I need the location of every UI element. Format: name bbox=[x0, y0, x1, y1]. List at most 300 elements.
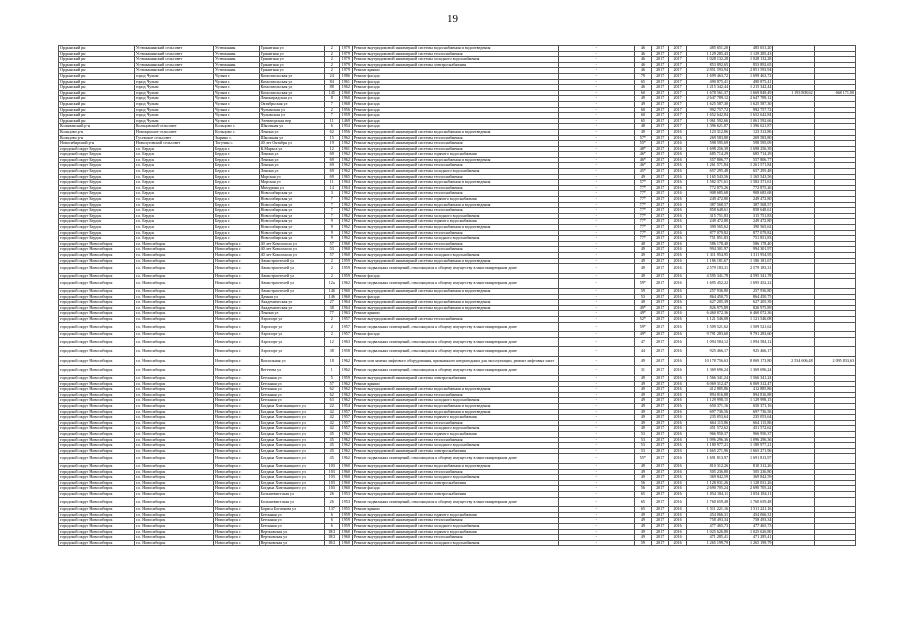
cell-cost_regional: 454 066,31 bbox=[730, 512, 773, 518]
cell-settlement: Новосибирск г. bbox=[214, 529, 260, 535]
cell-dash: - bbox=[558, 392, 634, 398]
cell-district: городской округ Новосибирск bbox=[59, 486, 135, 492]
cell-year_to: 2016 bbox=[669, 475, 686, 481]
cell-dash: - bbox=[558, 491, 634, 497]
cell-num: 46 bbox=[634, 57, 651, 63]
cell-dash: - bbox=[558, 366, 634, 376]
cell-cost_total: 1 028 132,28 bbox=[686, 57, 729, 63]
cell-dash: - bbox=[558, 337, 634, 347]
cell-cost_total: 751 851,83 bbox=[686, 236, 729, 242]
cell-house: 9 bbox=[324, 219, 339, 225]
cell-work: Ремонт внутридомовой инженерной системы холодного водоснабжения bbox=[352, 252, 558, 258]
cell-settlement_type: г.о. Бердск bbox=[134, 197, 213, 203]
cell-street: Бетонная ул bbox=[259, 518, 324, 524]
cell-settlement_type: г.о. Новосибирск bbox=[134, 316, 213, 322]
cell-year_from: 2017 bbox=[652, 448, 669, 454]
cell-settlement: Чулым г. bbox=[214, 73, 260, 79]
cell-year: 1957 bbox=[339, 322, 352, 332]
cell-street: Новосибирская ул bbox=[259, 202, 324, 208]
cell-year: 1962 bbox=[339, 398, 352, 404]
cell-year_from: 2017 bbox=[652, 169, 669, 175]
cell-dash: - bbox=[558, 141, 634, 147]
cell-settlement: Бердск г. bbox=[214, 236, 260, 242]
cell-house: 42 bbox=[324, 415, 339, 421]
cell-cost_total: 1 129 285,43 bbox=[686, 51, 729, 57]
cell-settlement_type: г.о. Новосибирск bbox=[134, 469, 213, 475]
cell-settlement_type: г.о. Новосибирск bbox=[134, 463, 213, 469]
cell-cost_total: 1 509 521,62 bbox=[686, 322, 729, 332]
table-row bbox=[59, 454, 856, 464]
cell-settlement: Новосибирск г. bbox=[214, 432, 260, 438]
cell-year: 1957 bbox=[339, 420, 352, 426]
cell-settlement: Бердск г. bbox=[214, 202, 260, 208]
cell-cost_total: 1 165 543,56 bbox=[686, 174, 729, 180]
cell-street: Авиастроителей ул bbox=[259, 288, 324, 294]
cell-street: Гранитная ул bbox=[259, 68, 324, 74]
cell-settlement: Чулым г. bbox=[214, 85, 260, 91]
cell-year_from: 2017 bbox=[652, 208, 669, 214]
cell-house: 2 bbox=[324, 258, 339, 264]
cell-street: Бетонная ул bbox=[259, 392, 324, 398]
cell-settlement: Новосибирск г. bbox=[214, 454, 260, 464]
cell-work: Ремонт внутридомовой инженерной системы теплоснабжения bbox=[352, 420, 558, 426]
cell-settlement_type: г.о. Новосибирск bbox=[134, 392, 213, 398]
cell-year_to: 2016 bbox=[669, 241, 686, 247]
cell-extra1: 1 193 808,62 bbox=[773, 90, 814, 96]
cell-dash: - bbox=[558, 322, 634, 332]
cell-house: 69 bbox=[324, 157, 339, 163]
cell-dash: - bbox=[558, 305, 634, 311]
cell-year_to: 2016 bbox=[669, 415, 686, 421]
cell-settlement: Новосибирск г. bbox=[214, 523, 260, 529]
cell-year: 1962 bbox=[339, 230, 352, 236]
cell-cost_total: 966 950,37 bbox=[686, 432, 729, 438]
cell-cost_regional: 477 465,73 bbox=[730, 523, 773, 529]
cell-cost_regional: 1 511 221,16 bbox=[730, 507, 773, 513]
cell-year_to: 2017 bbox=[669, 57, 686, 63]
cell-cost_regional: 966 950,37 bbox=[730, 432, 773, 438]
cell-district: городской округ Новосибирск bbox=[59, 469, 135, 475]
cell-year_from: 2017 bbox=[652, 443, 669, 449]
cell-work: Ремонт подвальных помещений, относящихся к общему имуществу в многоквартирном доме bbox=[352, 279, 558, 289]
cell-dash: - bbox=[558, 197, 634, 203]
cell-cost_total: 477 465,73 bbox=[686, 523, 729, 529]
cell-year_to: 2016 bbox=[669, 392, 686, 398]
cell-cost_regional: 627 205,39 bbox=[730, 300, 773, 306]
cell-street: Новосибирская ул bbox=[259, 213, 324, 219]
cell-cost_total: 6 460 072,36 bbox=[686, 311, 729, 317]
cell-year_to: 2016 bbox=[669, 356, 686, 366]
cell-num: 77* bbox=[634, 191, 651, 197]
cell-settlement_type: г.о. Новосибирск bbox=[134, 387, 213, 393]
cell-settlement: Новосибирск г. bbox=[214, 426, 260, 432]
cell-house: 38 bbox=[324, 347, 339, 357]
cell-street: Бетонная ул bbox=[259, 398, 324, 404]
cell-settlement: Бердск г. bbox=[214, 180, 260, 186]
cell-year_from: 2017 bbox=[652, 90, 669, 96]
cell-cost_total: 810 312,26 bbox=[686, 463, 729, 469]
cell-year_to: 2016 bbox=[669, 236, 686, 242]
cell-settlement_type: город Чулым bbox=[134, 96, 213, 102]
cell-num: 44 bbox=[634, 347, 651, 357]
cell-street: Дачная ул bbox=[259, 294, 324, 300]
cell-year: 1956 bbox=[339, 129, 352, 135]
cell-year_to: 2016 bbox=[669, 157, 686, 163]
cell-district: городской округ Новосибирск bbox=[59, 437, 135, 443]
cell-settlement_type: г.о. Бердск bbox=[134, 174, 213, 180]
cell-year: 1960 bbox=[339, 469, 352, 475]
cell-street: Вертковская ул bbox=[259, 529, 324, 535]
cell-year_from: 2017 bbox=[652, 332, 669, 338]
cell-year_from: 2017 bbox=[652, 288, 669, 294]
cell-district: городской округ Бердск bbox=[59, 225, 135, 231]
cell-year_to: 2016 bbox=[669, 174, 686, 180]
cell-year: 1960 bbox=[339, 486, 352, 492]
cell-district: городской округ Новосибирск bbox=[59, 273, 135, 279]
cell-district: Ордынский рн bbox=[59, 46, 135, 52]
cell-settlement_type: г.о. Новосибирск bbox=[134, 404, 213, 410]
cell-settlement: Новосибирск г. bbox=[214, 392, 260, 398]
cell-cost_total: 992 757,72 bbox=[686, 107, 729, 113]
cell-district: Ордынский рн bbox=[59, 51, 135, 57]
cell-settlement: Новосибирск г. bbox=[214, 475, 260, 481]
cell-street: Авиастроителей ул bbox=[259, 279, 324, 289]
cell-house: 145 bbox=[324, 90, 339, 96]
cell-year: 1962 bbox=[339, 213, 352, 219]
cell-dash: - bbox=[558, 213, 634, 219]
cell-year: 1959 bbox=[339, 258, 352, 264]
cell-house: 7 bbox=[324, 208, 339, 214]
cell-house: 88 bbox=[324, 85, 339, 91]
cell-settlement_type: г.о. Новосибирск bbox=[134, 480, 213, 486]
cell-cost_total: 454 066,31 bbox=[686, 512, 729, 518]
cell-settlement: Кольцово с. bbox=[214, 129, 260, 135]
cell-dash: - bbox=[558, 356, 634, 366]
cell-dash: - bbox=[558, 486, 634, 492]
cell-cost_total: 9 791 283,60 bbox=[686, 332, 729, 338]
cell-cost_regional: 390 565,62 bbox=[730, 225, 773, 231]
cell-house: 2 bbox=[324, 322, 339, 332]
cell-year_to: 2017 bbox=[669, 62, 686, 68]
cell-cost_regional: 1 652 642,84 bbox=[730, 113, 773, 119]
cell-settlement: Бердск г. bbox=[214, 146, 260, 152]
cell-work: Ремонт крыши bbox=[352, 68, 558, 74]
cell-settlement_type: г.о. Новосибирск bbox=[134, 518, 213, 524]
cell-district: городской округ Бердск bbox=[59, 197, 135, 203]
cell-work: Ремонт внутридомовой инженерной системы холодного водоснабжения bbox=[352, 169, 558, 175]
cell-cost_total: 1 760 659,48 bbox=[686, 497, 729, 507]
cell-district: Колыванский р-н bbox=[59, 124, 135, 130]
cell-house: 103 bbox=[324, 463, 339, 469]
cell-year_from: 2017 bbox=[652, 62, 669, 68]
cell-work: Ремонт внутридомовой инженерной системы теплоснабжения bbox=[352, 174, 558, 180]
cell-num: 49 bbox=[634, 252, 651, 258]
cell-settlement_type: г.о. Новосибирск bbox=[134, 454, 213, 464]
cell-num: 49 bbox=[634, 463, 651, 469]
cell-settlement_type: Устюжанинский сельсовет bbox=[134, 68, 213, 74]
cell-year_to: 2016 bbox=[669, 409, 686, 415]
cell-cost_total: 235 053,64 bbox=[686, 415, 729, 421]
cell-cost_regional: 1 129 998,15 bbox=[730, 398, 773, 404]
cell-year: 1962 bbox=[339, 236, 352, 242]
cell-year: 1962 bbox=[339, 219, 352, 225]
cell-year_to: 2016 bbox=[669, 420, 686, 426]
cell-street: Богдана Хмельницкого ул bbox=[259, 486, 324, 492]
cell-year_from: 2017 bbox=[652, 57, 669, 63]
cell-extra2 bbox=[814, 347, 855, 357]
cell-year_from: 2017 bbox=[652, 279, 669, 289]
cell-year_to: 2016 bbox=[669, 219, 686, 225]
cell-year_to: 2017 bbox=[669, 101, 686, 107]
cell-work: Ремонт внутридомовой инженерной системы теплоснабжения bbox=[352, 230, 558, 236]
cell-year: 1960 bbox=[339, 540, 352, 546]
cell-house: 45 bbox=[324, 443, 339, 449]
cell-cost_regional: 1 054 184,11 bbox=[730, 491, 773, 497]
cell-settlement: Новосибирск г. bbox=[214, 486, 260, 492]
table-row bbox=[59, 540, 856, 546]
cell-cost_total: 1 096 296,36 bbox=[686, 437, 729, 443]
cell-work: Ремонт фасада bbox=[352, 107, 558, 113]
cell-num: 77* bbox=[634, 185, 651, 191]
cell-street: Ленина ул bbox=[259, 169, 324, 175]
cell-year_to: 2016 bbox=[669, 381, 686, 387]
cell-street: 40 лет Комсомола ул bbox=[259, 241, 324, 247]
cell-settlement: Новосибирск г. bbox=[214, 288, 260, 294]
cell-year_from: 2017 bbox=[652, 141, 669, 147]
cell-work: Ремонт внутридомовой инженерной системы холодного водоснабжения bbox=[352, 398, 558, 404]
cell-house: 42 bbox=[324, 426, 339, 432]
cell-dash: - bbox=[558, 463, 634, 469]
cell-work: Ремонт фасада bbox=[352, 486, 558, 492]
cell-num: 49 bbox=[634, 381, 651, 387]
cell-house: 137 bbox=[324, 507, 339, 513]
cell-year_from: 2017 bbox=[652, 273, 669, 279]
cell-cost_total: 1 129 998,15 bbox=[686, 398, 729, 404]
cell-year_to: 2016 bbox=[669, 512, 686, 518]
cell-district: Кольцово р-н bbox=[59, 135, 135, 141]
cell-extra1: 2 534 606,48 bbox=[773, 356, 814, 366]
cell-year_from: 2017 bbox=[652, 518, 669, 524]
cell-num: 49 bbox=[634, 398, 651, 404]
cell-district: городской округ Новосибирск bbox=[59, 512, 135, 518]
cell-cost_regional: 586 178,40 bbox=[730, 241, 773, 247]
cell-cost_regional: 4 595 341,78 bbox=[730, 273, 773, 279]
cell-year: 1962 bbox=[339, 448, 352, 454]
cell-num: 53 bbox=[634, 448, 651, 454]
cell-house: 1 bbox=[324, 366, 339, 376]
cell-street: Богдана Хмельницкого ул bbox=[259, 448, 324, 454]
cell-year_from: 2017 bbox=[652, 51, 669, 57]
cell-num: 46 bbox=[634, 62, 651, 68]
cell-cost_total: 1 665 271,96 bbox=[686, 448, 729, 454]
cell-settlement_type: г.о. Новосибирск bbox=[134, 279, 213, 289]
cell-year_to: 2016 bbox=[669, 185, 686, 191]
cell-street: Бетонная ул bbox=[259, 387, 324, 393]
cell-street: Авиастроителей ул bbox=[259, 264, 324, 274]
cell-district: Ордынский рн bbox=[59, 68, 135, 74]
cell-settlement: Бердск г. bbox=[214, 157, 260, 163]
cell-num: 49 bbox=[634, 518, 651, 524]
cell-cost_regional: 810 312,26 bbox=[730, 463, 773, 469]
cell-settlement: Зырино с. bbox=[214, 135, 260, 141]
cell-district: городской округ Бердск bbox=[59, 236, 135, 242]
cell-cost_total: 1 180 977,21 bbox=[686, 443, 729, 449]
cell-extra2 bbox=[814, 279, 855, 289]
cell-house: 2 bbox=[324, 107, 339, 113]
cell-dash: - bbox=[558, 279, 634, 289]
cell-street: Богдана Хмельницкого ул bbox=[259, 443, 324, 449]
cell-settlement_type: город Чулым bbox=[134, 90, 213, 96]
cell-settlement_type: г.о. Новосибирск bbox=[134, 288, 213, 294]
cell-year_from: 2017 bbox=[652, 197, 669, 203]
cell-year: 1957 bbox=[339, 332, 352, 338]
cell-year_from: 2017 bbox=[652, 454, 669, 464]
cell-work: Ремонт внутридомовой инженерной системы электроснабжения bbox=[352, 480, 558, 486]
cell-district: городской округ Новосибирск bbox=[59, 264, 135, 274]
cell-dash: - bbox=[558, 523, 634, 529]
cell-num: 31 bbox=[634, 366, 651, 376]
cell-extra2 bbox=[814, 337, 855, 347]
cell-street: Чулымская ул bbox=[259, 113, 324, 119]
cell-house: 63 bbox=[324, 398, 339, 404]
cell-house: 12 bbox=[324, 146, 339, 152]
cell-extra1 bbox=[773, 347, 814, 357]
cell-house: 103 bbox=[324, 475, 339, 481]
cell-dash: - bbox=[558, 443, 634, 449]
cell-cost_total: 598 595,69 bbox=[686, 141, 729, 147]
cell-house: 2 bbox=[324, 332, 339, 338]
cell-year_to: 2017 bbox=[669, 90, 686, 96]
cell-cost_total: 1 186 181,67 bbox=[686, 258, 729, 264]
cell-settlement_type: г.о. Новосибирск bbox=[134, 300, 213, 306]
cell-street: Морская ул bbox=[259, 180, 324, 186]
cell-cost_regional: 1 096 296,36 bbox=[730, 437, 773, 443]
cell-year: 1962 bbox=[339, 387, 352, 393]
cell-year_from: 2017 bbox=[652, 398, 669, 404]
cell-house: 69 bbox=[324, 174, 339, 180]
cell-settlement_type: г.о. Бердск bbox=[134, 185, 213, 191]
cell-year_to: 2016 bbox=[669, 529, 686, 535]
cell-year: 1962 bbox=[339, 443, 352, 449]
cell-num: 49 bbox=[634, 420, 651, 426]
cell-cost_regional: 1 165 543,56 bbox=[730, 174, 773, 180]
cell-cost_total: 1 311 954,95 bbox=[686, 252, 729, 258]
cell-year: 1961 bbox=[339, 79, 352, 85]
cell-house: 12 bbox=[324, 337, 339, 347]
cell-house: 2 bbox=[324, 57, 339, 63]
cell-street: Ленинградская ул bbox=[259, 96, 324, 102]
cell-year_to: 2017 bbox=[669, 79, 686, 85]
cell-cost_regional: 758 493,34 bbox=[730, 518, 773, 524]
cell-settlement_type: Новокрасное сельсовет bbox=[134, 129, 213, 135]
cell-work: Ремонт внутридомовой инженерной системы электроснабжения bbox=[352, 62, 558, 68]
cell-year: 1962 bbox=[339, 279, 352, 289]
cell-settlement: Чулым г. bbox=[214, 107, 260, 113]
cell-street: Новосибирская ул bbox=[259, 230, 324, 236]
cell-dash: - bbox=[558, 174, 634, 180]
cell-dash: - bbox=[558, 107, 634, 113]
cell-num: 59* bbox=[634, 279, 651, 289]
cell-settlement_type: Устюжанинский сельсовет bbox=[134, 51, 213, 57]
cell-cost_regional: 598 595,69 bbox=[730, 141, 773, 147]
cell-num: 77* bbox=[634, 213, 651, 219]
cell-work: Ремонт крыши bbox=[352, 507, 558, 513]
cell-year_from: 2017 bbox=[652, 535, 669, 541]
cell-year: 1962 bbox=[339, 366, 352, 376]
cell-dash: - bbox=[558, 398, 634, 404]
cell-dash: - bbox=[558, 46, 634, 52]
cell-dash: - bbox=[558, 101, 634, 107]
cell-settlement: Новосибирск г. bbox=[214, 437, 260, 443]
cell-year: 1960 bbox=[339, 475, 352, 481]
cell-street: Богдана Хмельницкого ул bbox=[259, 437, 324, 443]
cell-cost_regional: 123 312,86 bbox=[730, 129, 773, 135]
cell-dash: - bbox=[558, 62, 634, 68]
cell-cost_total: 557 806,77 bbox=[686, 157, 729, 163]
cell-district: городской округ Бердск bbox=[59, 213, 135, 219]
cell-year_to: 2017 bbox=[669, 85, 686, 91]
cell-settlement: Новосибирск г. bbox=[214, 497, 260, 507]
cell-house: 6 bbox=[324, 518, 339, 524]
cell-dash: - bbox=[558, 540, 634, 546]
cell-work: Ремонт подвальных помещений, относящихся к общему имуществу в многоквартирном доме bbox=[352, 497, 558, 507]
cell-num: 49 bbox=[634, 376, 651, 382]
cell-settlement: Устюжанин. bbox=[214, 68, 260, 74]
cell-settlement: Тогучин с. bbox=[214, 141, 260, 147]
cell-settlement: Новосибирск г. bbox=[214, 469, 260, 475]
cell-year_from: 2017 bbox=[652, 135, 669, 141]
cell-year_to: 2016 bbox=[669, 332, 686, 338]
cell-settlement_type: г.о. Новосибирск bbox=[134, 337, 213, 347]
cell-dash: - bbox=[558, 347, 634, 357]
cell-work: Ремонт подвальных помещений, относящихся к общему имуществу в многоквартирном доме bbox=[352, 264, 558, 274]
cell-settlement: Новосибирск г. bbox=[214, 512, 260, 518]
cell-street: Новосибирская ул bbox=[259, 225, 324, 231]
cell-cost_regional: 894 816,88 bbox=[730, 392, 773, 398]
cell-year_to: 2017 bbox=[669, 113, 686, 119]
cell-work: Ремонт подвальных помещений, относящихся к общему имуществу в многоквартирном доме bbox=[352, 454, 558, 464]
cell-cost_regional: 864 450,75 bbox=[730, 294, 773, 300]
cell-year_from: 2017 bbox=[652, 507, 669, 513]
cell-year_from: 2017 bbox=[652, 152, 669, 158]
cell-year: 1953 bbox=[339, 491, 352, 497]
cell-district: городской округ Новосибирск bbox=[59, 247, 135, 253]
cell-settlement_type: г.о. Новосибирск bbox=[134, 273, 213, 279]
cell-house: 2 bbox=[324, 264, 339, 274]
cell-settlement: Бердск г. bbox=[214, 225, 260, 231]
cell-district: городской округ Новосибирск bbox=[59, 518, 135, 524]
cell-cost_total: 4 595 341,78 bbox=[686, 273, 729, 279]
cell-district: городской округ Новосибирск bbox=[59, 252, 135, 258]
cell-num: 49 bbox=[634, 426, 651, 432]
cell-cost_regional: 1 128 031,26 bbox=[730, 480, 773, 486]
cell-num: 59* bbox=[634, 322, 651, 332]
cell-settlement: Новосибирск г. bbox=[214, 279, 260, 289]
cell-year_to: 2017 bbox=[669, 51, 686, 57]
cell-settlement_type: г.о. Новосибирск bbox=[134, 252, 213, 258]
cell-work: Ремонт фасада bbox=[352, 273, 558, 279]
cell-year: 1979 bbox=[339, 57, 352, 63]
table-row bbox=[59, 356, 856, 366]
cell-year_to: 2017 bbox=[669, 107, 686, 113]
cell-cost_regional: 1 665 271,96 bbox=[730, 448, 773, 454]
cell-street: Морская ул bbox=[259, 174, 324, 180]
cell-work: Ремонт фасада bbox=[352, 332, 558, 338]
cell-settlement: Бердск г. bbox=[214, 191, 260, 197]
cell-year_from: 2017 bbox=[652, 463, 669, 469]
cell-year: 1959 bbox=[339, 264, 352, 274]
cell-cost_total: 2 647 789,12 bbox=[686, 96, 729, 102]
